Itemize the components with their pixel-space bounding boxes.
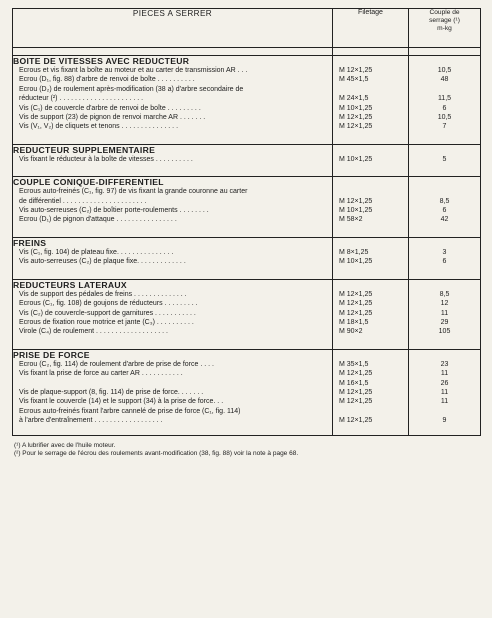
section-header-row bbox=[13, 349, 481, 360]
section-content-row bbox=[13, 360, 481, 431]
torque-spec-page bbox=[12, 8, 480, 459]
part-description: Ecrou (D₁) de pignon d'attaque . . . . . . . . . . . . . . . . bbox=[19, 216, 177, 224]
section-descriptions bbox=[13, 66, 333, 137]
part-description: réducteur (²) . . . . . . . . . . . . . . . . . . . . . . bbox=[19, 95, 144, 103]
torque-value: 23 bbox=[440, 360, 449, 368]
section-gap bbox=[13, 342, 481, 350]
part-description: Ecrous (C₁, fig. 108) de goujons de réducteurs . . . . . . . . . bbox=[19, 300, 198, 308]
footnotes bbox=[12, 442, 480, 459]
section-threads bbox=[333, 290, 409, 342]
section-torques bbox=[409, 155, 481, 169]
section-torques bbox=[409, 248, 481, 272]
part-description: Ecrous auto-freinés (C₁, fig. 97) de vis fixant la grande couronne au carter bbox=[19, 188, 248, 196]
part-description: Vis (C₂) de couvercle-support de garnitures . . . . . . . . . . . bbox=[19, 309, 196, 317]
section-content-row bbox=[13, 187, 481, 230]
section-torques bbox=[409, 187, 481, 230]
torque-value: 105 bbox=[438, 328, 451, 336]
thread-value: M 10×1,25 bbox=[339, 104, 373, 112]
torque-value: 8,5 bbox=[439, 290, 450, 298]
torque-value: 3 bbox=[442, 248, 447, 256]
thread-value: M 10×1,25 bbox=[339, 258, 373, 266]
table-bottom bbox=[13, 431, 481, 436]
thread-value: M 8×1,25 bbox=[339, 248, 369, 256]
thread-value: M 35×1,5 bbox=[339, 360, 369, 368]
thread-value: M 12×1,25 bbox=[339, 417, 373, 425]
torque-value: 42 bbox=[440, 216, 449, 224]
thread-value bbox=[333, 85, 408, 94]
thread-value: M 24×1,5 bbox=[339, 95, 369, 103]
torque-value: 29 bbox=[440, 318, 449, 326]
thread-value: M 12×1,25 bbox=[339, 290, 373, 298]
section-header-row bbox=[13, 279, 481, 290]
section-header-row bbox=[13, 237, 481, 248]
section-threads bbox=[333, 66, 409, 137]
part-description: Vis de plaque-support (8, fig. 114) de prise de force. . . . . . . bbox=[19, 388, 204, 396]
torque-value bbox=[409, 85, 480, 94]
torque-value: 11 bbox=[440, 388, 449, 396]
thread-value: M 12×1,25 bbox=[339, 114, 373, 122]
section-content-row bbox=[13, 248, 481, 272]
thread-value: M 45×1,5 bbox=[339, 76, 369, 84]
section-descriptions bbox=[13, 290, 333, 342]
thread-value: M 12×1,25 bbox=[339, 300, 373, 308]
part-description: Ecrous auto-freinés fixant l'arbre cannelé de prise de force (C₁, fig. 114) bbox=[19, 407, 241, 415]
torque-value bbox=[409, 187, 480, 196]
part-description: Ecrous de fixation roue motrice et jante (C₃) . . . . . . . . . . bbox=[19, 318, 194, 326]
thread-value: M 10×1,25 bbox=[339, 155, 373, 163]
part-description: Ecrou (C₂, fig. 114) de roulement d'arbre de prise de force . . . . bbox=[19, 360, 214, 368]
header-couple-line3: m-kg bbox=[437, 25, 452, 32]
section-threads bbox=[333, 155, 409, 169]
thread-value: M 16×1,5 bbox=[339, 379, 369, 387]
part-description: Virole (C₄) de roulement . . . . . . . . . . . . . . . . . . . bbox=[19, 328, 168, 336]
torque-value: 6 bbox=[442, 258, 447, 266]
section-gap bbox=[13, 137, 481, 145]
torque-value: 11 bbox=[440, 309, 449, 317]
thread-value: M 12×1,25 bbox=[339, 67, 373, 74]
part-description: Vis de support (23) de pignon de renvoi marche AR . . . . . . . bbox=[19, 114, 206, 122]
thread-value: M 12×1,25 bbox=[339, 370, 373, 378]
torque-value: 6 bbox=[442, 207, 447, 215]
section-descriptions bbox=[13, 248, 333, 272]
section-gap bbox=[13, 230, 481, 238]
torque-value: 11,5 bbox=[437, 95, 452, 103]
part-description: Ecrou (D₁, fig. 88) d'arbre de renvoi de boîte . . . . . . . . . . bbox=[19, 76, 195, 84]
section-title: REDUCTEUR SUPPLEMENTAIRE bbox=[13, 144, 333, 155]
torque-value: 5 bbox=[442, 155, 447, 163]
section-header-row bbox=[13, 144, 481, 155]
header-couple bbox=[409, 9, 481, 48]
section-header-row bbox=[13, 177, 481, 188]
thread-value: M 12×1,25 bbox=[339, 197, 373, 205]
header-couple-line2: serrage (¹) bbox=[429, 17, 460, 24]
section-content-row bbox=[13, 155, 481, 169]
part-description: Vis auto-serreuses (C₂) de plaque fixe. . . . . . . . . . . . . bbox=[19, 258, 186, 266]
part-description: Vis fixant le réducteur à la boîte de vitesses . . . . . . . . . . bbox=[19, 155, 193, 163]
section-title: COUPLE CONIQUE-DIFFERENTIEL bbox=[13, 177, 333, 188]
thread-value: M 12×1,25 bbox=[339, 309, 373, 317]
header-couple-line1: Couple de bbox=[429, 9, 460, 16]
thread-value: M 18×1,5 bbox=[339, 318, 369, 326]
table-body bbox=[13, 48, 481, 436]
section-gap bbox=[13, 48, 481, 56]
torque-spec-table bbox=[12, 8, 481, 436]
section-threads bbox=[333, 360, 409, 431]
thread-value: M 12×1,25 bbox=[339, 388, 373, 396]
torque-value: 9 bbox=[442, 417, 447, 425]
section-descriptions bbox=[13, 187, 333, 230]
section-title: PRISE DE FORCE bbox=[13, 349, 333, 360]
table-header bbox=[13, 9, 481, 48]
section-content-row bbox=[13, 66, 481, 137]
footnote-2: (²) Pour le serrage de l'écrou des roulements avant-modification (38, fig. 88) voir la note à page 68. bbox=[14, 450, 299, 458]
section-gap bbox=[13, 272, 481, 280]
section-descriptions bbox=[13, 155, 333, 169]
section-threads bbox=[333, 187, 409, 230]
torque-value: 12 bbox=[440, 300, 449, 308]
thread-value: M 58×2 bbox=[339, 216, 363, 224]
part-description: Ecrou (D₂) de roulement après-modification (38 a) d'arbre secondaire de bbox=[19, 85, 244, 93]
header-filetage: Filetage bbox=[333, 9, 409, 48]
section-header-row bbox=[13, 56, 481, 67]
section-content-row bbox=[13, 290, 481, 342]
header-pieces: PIECES A SERRER bbox=[13, 9, 333, 48]
torque-value: 26 bbox=[440, 379, 449, 387]
thread-value bbox=[333, 407, 408, 416]
thread-value: M 12×1,25 bbox=[339, 123, 373, 131]
part-description: Vis auto-serreuses (C₂) de boîtier porte-roulements . . . . . . . . bbox=[19, 207, 209, 215]
part-description: Vis fixant la prise de force au carter AR . . . . . . . . . . . bbox=[19, 370, 183, 378]
section-gap bbox=[13, 169, 481, 177]
part-description: Vis (C₁) de couvercle d'arbre de renvoi de boîte . . . . . . . . . bbox=[19, 104, 201, 112]
part-description: Vis (C₁, fig. 104) de plateau fixe. . . . . . . . . . . . . . . bbox=[19, 248, 174, 256]
thread-value: M 10×1,25 bbox=[339, 207, 373, 215]
section-title: REDUCTEURS LATERAUX bbox=[13, 279, 333, 290]
part-description: de différentiel . . . . . . . . . . . . . . . . . . . . . . bbox=[19, 197, 147, 205]
thread-value: M 90×2 bbox=[339, 328, 363, 336]
torque-value: 11 bbox=[440, 398, 449, 406]
part-description: Vis fixant le couvercle (14) et le support (34) à la prise de force. . . bbox=[19, 398, 224, 406]
section-title: BOITE DE VITESSES AVEC REDUCTEUR bbox=[13, 56, 333, 67]
section-title: FREINS bbox=[13, 237, 333, 248]
part-description: Vis de support des pédales de freins . . . . . . . . . . . . . . bbox=[19, 290, 187, 298]
section-threads bbox=[333, 248, 409, 272]
torque-value: 10,5 bbox=[437, 67, 452, 74]
torque-value: 11 bbox=[440, 370, 449, 378]
torque-value: 10,5 bbox=[437, 114, 452, 122]
part-description bbox=[13, 379, 332, 388]
section-descriptions bbox=[13, 360, 333, 431]
torque-value: 8,5 bbox=[439, 197, 450, 205]
part-description: à l'arbre d'entraînement . . . . . . . . . . . . . . . . . . bbox=[19, 417, 163, 425]
part-description: Vis (V₁, V₂) de cliquets et tenons . . . . . . . . . . . . . . . bbox=[19, 123, 179, 131]
torque-value: 48 bbox=[440, 76, 449, 84]
torque-value: 7 bbox=[442, 123, 447, 131]
torque-value bbox=[409, 407, 480, 416]
torque-value: 6 bbox=[442, 104, 447, 112]
section-torques bbox=[409, 66, 481, 137]
footnote-1: (¹) A lubrifier avec de l'huile moteur. bbox=[14, 441, 116, 449]
thread-value bbox=[333, 187, 408, 196]
section-torques bbox=[409, 360, 481, 431]
section-torques bbox=[409, 290, 481, 342]
thread-value: M 12×1,25 bbox=[339, 398, 373, 406]
part-description: Ecrous et vis fixant la boîte au moteur et au carter de transmission AR . . . bbox=[19, 67, 248, 74]
